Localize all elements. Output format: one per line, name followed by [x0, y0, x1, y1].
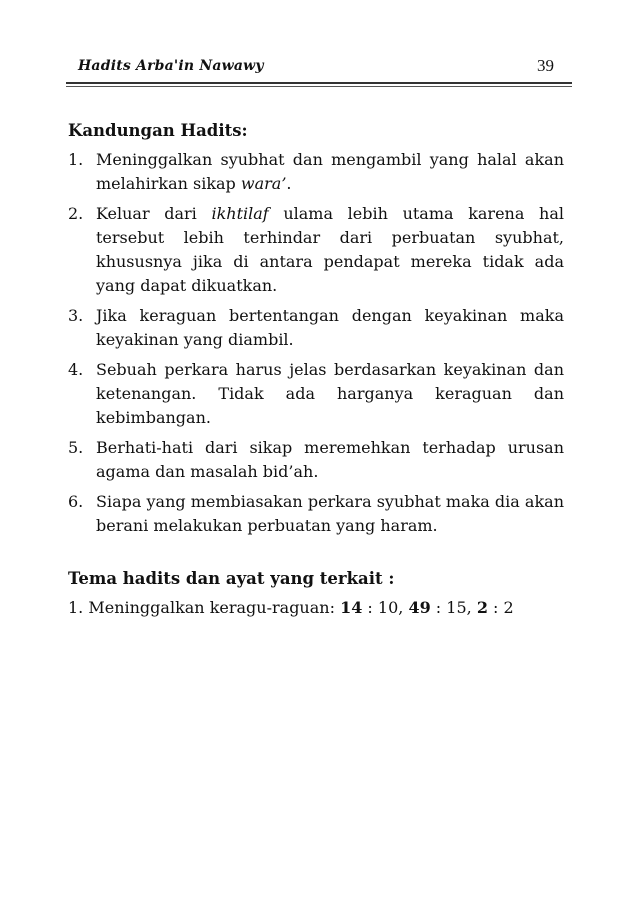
list-item-text: Berhati-hati dari sikap meremehkan terhadap urusan agama dan masalah bid’ah.	[96, 438, 564, 481]
header-rule-thick	[66, 82, 572, 84]
list-item	[68, 358, 564, 430]
surah-number: 2	[476, 598, 488, 617]
running-header	[66, 56, 572, 82]
page-content	[68, 118, 564, 620]
list-item	[68, 148, 564, 196]
list-item-number: 6.	[68, 492, 84, 511]
content-list	[68, 148, 564, 538]
list-item	[68, 304, 564, 352]
verse-separator: ,	[466, 598, 472, 617]
list-item-text: Keluar dari	[96, 204, 212, 223]
list-item-text: .	[286, 174, 292, 193]
page-number: 39	[537, 56, 554, 75]
reference-label: 1. Meninggalkan keragu-raguan:	[68, 598, 341, 617]
reference-line: 1. Meninggalkan keragu-raguan: 14 : 10, 49 : 15, 2 : 2	[68, 598, 514, 617]
section-heading-kandungan: Kandungan Hadits:	[68, 121, 248, 140]
list-item-number: 5.	[68, 438, 84, 457]
list-item-text: Jika keraguan bertentangan dengan keyakinan maka keyakinan yang diambil.	[96, 306, 564, 349]
surah-number: 14	[340, 598, 363, 617]
reference-list	[68, 596, 564, 620]
surah-number: 49	[408, 598, 431, 617]
ayat-number: 10	[377, 598, 399, 617]
list-item	[68, 436, 564, 484]
related-themes-section	[68, 566, 564, 620]
book-title: Hadits Arba'in Nawawy	[78, 58, 264, 74]
list-item-text: ulama lebih utama karena hal tersebut lebih terhindar dari perbuatan syubhat, khususnya jika di antara pendapat mereka tidak ada yang dapat dikuatkan.	[96, 204, 564, 295]
list-item-text: Sebuah perkara harus jelas berdasarkan keyakinan dan ketenangan. Tidak ada harganya keraguan dan kebimbangan.	[96, 360, 564, 427]
list-item-number: 4.	[68, 360, 84, 379]
list-item-italic-term: wara’	[240, 174, 287, 193]
verse-separator: ,	[398, 598, 404, 617]
list-item-number: 1.	[68, 150, 84, 169]
list-item-text: Meninggalkan syubhat dan mengambil yang halal akan melahirkan sikap	[96, 150, 564, 193]
list-item-number: 2.	[68, 204, 84, 223]
list-item	[68, 490, 564, 538]
ayat-number: 15	[446, 598, 467, 617]
ayat-number: 2	[503, 598, 514, 617]
header-rule-thin	[66, 86, 572, 87]
section-heading-tema: Tema hadits dan ayat yang terkait :	[68, 569, 395, 588]
list-item-text: Siapa yang membiasakan perkara syubhat maka dia akan berani melakukan perbuatan yang haram.	[96, 492, 564, 535]
list-item-italic-term: ikhtilaf	[211, 204, 269, 223]
list-item	[68, 202, 564, 298]
list-item-number: 3.	[68, 306, 84, 325]
